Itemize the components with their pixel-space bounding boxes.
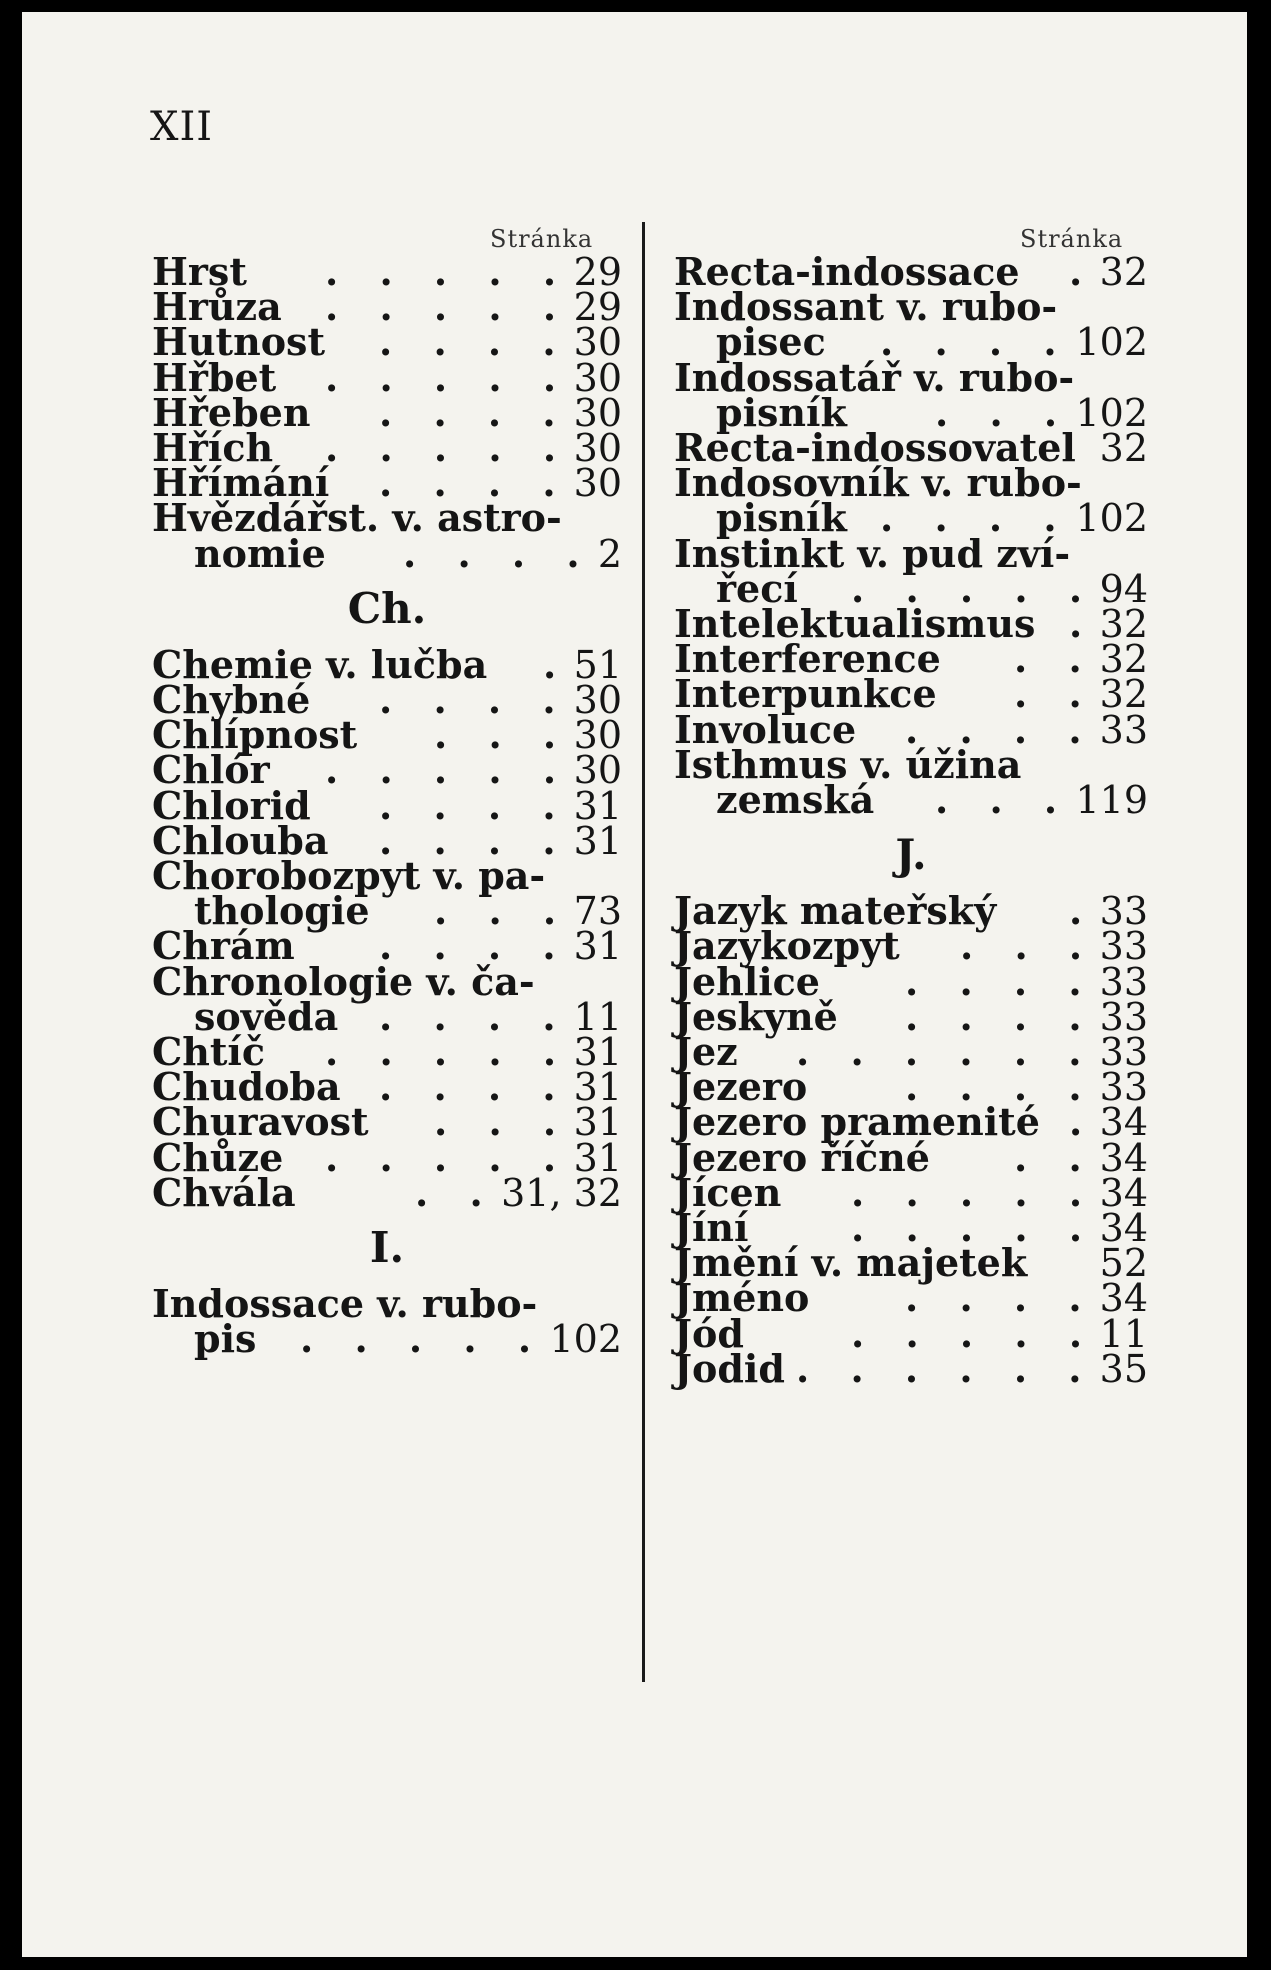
- leader-dots: . . . .: [905, 958, 1096, 1004]
- entry-term: Jehlice: [674, 958, 820, 1004]
- entry-term: pisník: [716, 389, 847, 435]
- entry-term: pisník: [716, 495, 847, 541]
- entry-term: Indossace v. rubo-: [152, 1281, 538, 1326]
- entry-term: nomie: [194, 530, 326, 576]
- leader-dots: .: [1069, 249, 1097, 294]
- entry-page: 94: [1099, 566, 1148, 611]
- entry-term: Recta-indossovatel: [674, 425, 1076, 470]
- leader-dots: . . . . .: [325, 284, 571, 330]
- entry-term: Indossant v. rubo-: [674, 284, 1058, 330]
- entry-page: 102: [549, 1317, 622, 1362]
- leader-dots: . . . .: [905, 1275, 1096, 1321]
- entry-page: 2: [597, 531, 622, 576]
- leader-dots: .: [543, 641, 571, 687]
- leader-dots: . .: [1014, 636, 1096, 682]
- entry-term: Jmění v. majetek: [674, 1240, 1028, 1286]
- entry-term: pis: [194, 1316, 257, 1362]
- leader-dots: . . . . .: [851, 565, 1097, 611]
- leader-dots: . . . .: [379, 677, 570, 722]
- entry-page: 51: [573, 642, 622, 687]
- entry-page: 31: [573, 1030, 622, 1074]
- leader-dots: . . . .: [379, 460, 570, 506]
- entry-page: 30: [573, 461, 622, 506]
- leader-dots: . . . .: [905, 706, 1096, 752]
- index-entry: [152, 1317, 622, 1361]
- index-entry: [674, 778, 1148, 822]
- entry-term: Jez: [674, 1029, 738, 1074]
- leader-dots: . .: [1014, 671, 1096, 717]
- entry-page: 31: [573, 818, 622, 863]
- leader-dots: .: [1069, 888, 1097, 934]
- leader-dots: . . . .: [880, 495, 1071, 541]
- section-heading: J.: [895, 830, 927, 880]
- entry-page: 31: [573, 1100, 622, 1145]
- entry-term: Involuce: [674, 706, 857, 752]
- entry-term: řecí: [716, 565, 798, 611]
- leader-dots: . . . .: [880, 319, 1071, 365]
- leader-dots: . . . .: [379, 1064, 570, 1110]
- entry-term: Hvězdářst. v. astro-: [152, 495, 562, 541]
- entry-page: 33: [1099, 959, 1148, 1004]
- entry-term: Jméno: [674, 1275, 810, 1321]
- entry-term: Hřích: [152, 425, 274, 470]
- entry-page: 31: [573, 783, 622, 828]
- leader-dots: . . . . .: [325, 1134, 571, 1180]
- entry-term: Chronologie v. ča-: [152, 958, 535, 1004]
- entry-term: Chorobozpyt v. pa-: [152, 853, 546, 898]
- leader-dots: . . . . .: [325, 1029, 571, 1074]
- leader-dots: . . .: [935, 389, 1072, 435]
- entry-page: 102: [1075, 496, 1148, 541]
- entry-term: Indosovník v. rubo-: [674, 460, 1082, 506]
- entry-page: 102: [1075, 390, 1148, 435]
- entry-term: Recta-indossace: [674, 249, 1020, 294]
- entry-term: Jezero: [674, 1064, 808, 1110]
- entry-term: Churavost: [152, 1099, 369, 1145]
- entry-term: Jazyk mateřský: [674, 888, 997, 934]
- leader-dots: . . .: [960, 923, 1097, 969]
- entry-page: 73: [573, 889, 622, 934]
- entry-term: Hutnost: [152, 319, 326, 365]
- entry-term: Chybné: [152, 677, 311, 722]
- leader-dots: .: [1069, 601, 1097, 646]
- entry-page: 34: [1099, 1135, 1148, 1180]
- leader-dots: . . . . .: [325, 354, 571, 400]
- leader-dots: . . . .: [403, 530, 594, 576]
- entry-page: 30: [573, 713, 622, 758]
- entry-page: 34: [1099, 1276, 1148, 1321]
- entry-page: 31, 32: [501, 1170, 622, 1215]
- entry-page: 11: [1099, 1311, 1148, 1356]
- leader-dots: .: [1069, 1099, 1097, 1145]
- entry-term: Jeskyně: [674, 993, 838, 1039]
- leader-dots: . . . . .: [325, 425, 571, 470]
- entry-term: Chvála: [152, 1169, 296, 1215]
- entry-page: 33: [1099, 1030, 1148, 1074]
- entry-term: pisec: [716, 319, 826, 365]
- entry-page: 30: [573, 320, 622, 365]
- entry-page: 29: [573, 250, 622, 294]
- entry-term: Instinkt v. pud zví-: [674, 530, 1071, 576]
- entry-term: Hřímání: [152, 460, 330, 506]
- entry-page: 33: [1099, 924, 1148, 969]
- entry-term: Chlór: [152, 747, 270, 793]
- entry-term: Hřeben: [152, 389, 311, 435]
- leader-dots: . . . .: [905, 1064, 1096, 1110]
- entry-page: 32: [1099, 250, 1148, 294]
- leader-dots: . . . . .: [851, 1310, 1097, 1356]
- entry-page: 32: [1099, 602, 1148, 646]
- entry-term: Intelektualismus: [674, 601, 1036, 646]
- right-column-header: Stránka: [1020, 225, 1124, 253]
- entry-page: 30: [573, 355, 622, 400]
- leader-dots: . . . .: [905, 993, 1096, 1039]
- leader-dots: . . . .: [379, 993, 570, 1039]
- page-number: XII: [150, 104, 214, 150]
- entry-page: 32: [1099, 672, 1148, 717]
- entry-page: 52: [1099, 1241, 1148, 1286]
- entry-term: Jezero říčné: [674, 1134, 930, 1180]
- entry-page: 33: [1099, 994, 1148, 1039]
- entry-page: 30: [573, 748, 622, 793]
- leader-dots: . .: [1014, 1134, 1096, 1180]
- entry-term: Chlouba: [152, 817, 329, 863]
- leader-dots: . . . .: [379, 319, 570, 365]
- leader-dots: . . . .: [379, 389, 570, 435]
- leader-dots: . . . . .: [851, 1205, 1097, 1250]
- entry-page: 32: [1099, 426, 1148, 470]
- entry-term: Jazykozpyt: [674, 923, 900, 969]
- section-heading: I.: [369, 1223, 405, 1272]
- leader-dots: . . . . . .: [796, 1345, 1096, 1391]
- entry-page: 35: [1099, 1346, 1148, 1391]
- entry-page: 31: [573, 924, 622, 969]
- entry-page: 34: [1099, 1170, 1148, 1215]
- leader-dots: . . . .: [379, 923, 570, 969]
- leader-dots: . . . . . .: [796, 1029, 1096, 1074]
- entry-page: 30: [573, 426, 622, 470]
- entry-term: Chrám: [152, 923, 295, 969]
- entry-page: 31: [573, 1065, 622, 1110]
- entry-term: Jodid: [674, 1345, 785, 1391]
- entry-term: Hrst: [152, 249, 247, 294]
- index-entry: [152, 532, 622, 576]
- entry-page: 33: [1099, 889, 1148, 934]
- entry-page: 31: [573, 1135, 622, 1180]
- entry-page: 11: [573, 994, 622, 1039]
- entry-term: thologie: [194, 888, 370, 934]
- entry-page: 34: [1099, 1100, 1148, 1145]
- entry-page: 34: [1099, 1206, 1148, 1250]
- entry-page: 102: [1075, 320, 1148, 365]
- entry-term: Chtíč: [152, 1029, 265, 1074]
- entry-page: 29: [573, 285, 622, 330]
- left-column-header: Stránka: [490, 225, 594, 253]
- leader-dots: . . . . .: [325, 747, 571, 793]
- entry-page: 30: [573, 678, 622, 722]
- leader-dots: . . .: [434, 888, 571, 934]
- leader-dots: . . . . .: [325, 249, 571, 294]
- entry-term: Chůze: [152, 1134, 284, 1180]
- leader-dots: . . .: [434, 1099, 571, 1145]
- entry-term: Hrůza: [152, 284, 282, 330]
- leader-dots: . . .: [935, 777, 1072, 822]
- entry-term: Interpunkce: [674, 671, 937, 717]
- entry-page: 119: [1075, 778, 1148, 822]
- entry-term: Chemie v. lučba: [152, 641, 488, 687]
- entry-term: Chudoba: [152, 1064, 341, 1110]
- leader-dots: . .: [415, 1169, 497, 1215]
- leader-dots: . . . . .: [851, 1169, 1097, 1215]
- entry-page: 33: [1099, 707, 1148, 752]
- entry-term: Chlípnost: [152, 712, 358, 758]
- entry-term: Hřbet: [152, 354, 277, 400]
- entry-term: Jezero pramenité: [674, 1099, 1040, 1145]
- entry-term: Jód: [674, 1310, 744, 1356]
- entry-term: Indossatář v. rubo-: [674, 354, 1075, 400]
- section-heading: Ch.: [347, 583, 427, 633]
- leader-dots: . . .: [434, 712, 571, 758]
- leader-dots: . . . . .: [300, 1316, 546, 1362]
- entry-page: 33: [1099, 1065, 1148, 1110]
- entry-term: Interference: [674, 636, 941, 682]
- leader-dots: . . . .: [379, 817, 570, 863]
- index-entry: [674, 1347, 1148, 1391]
- index-entry: [152, 1171, 622, 1215]
- leader-dots: . . . .: [379, 782, 570, 828]
- entry-term: zemská: [716, 777, 875, 822]
- column-divider: [642, 222, 645, 1682]
- entry-term: Isthmus v. úžina: [674, 741, 1022, 787]
- entry-page: 30: [573, 390, 622, 435]
- entry-term: Jíní: [674, 1205, 749, 1250]
- entry-term: Jícen: [674, 1169, 782, 1215]
- paper-sheet: [22, 12, 1247, 1957]
- entry-term: Chlorid: [152, 782, 311, 828]
- entry-page: 32: [1099, 637, 1148, 682]
- entry-term: sověda: [194, 993, 339, 1039]
